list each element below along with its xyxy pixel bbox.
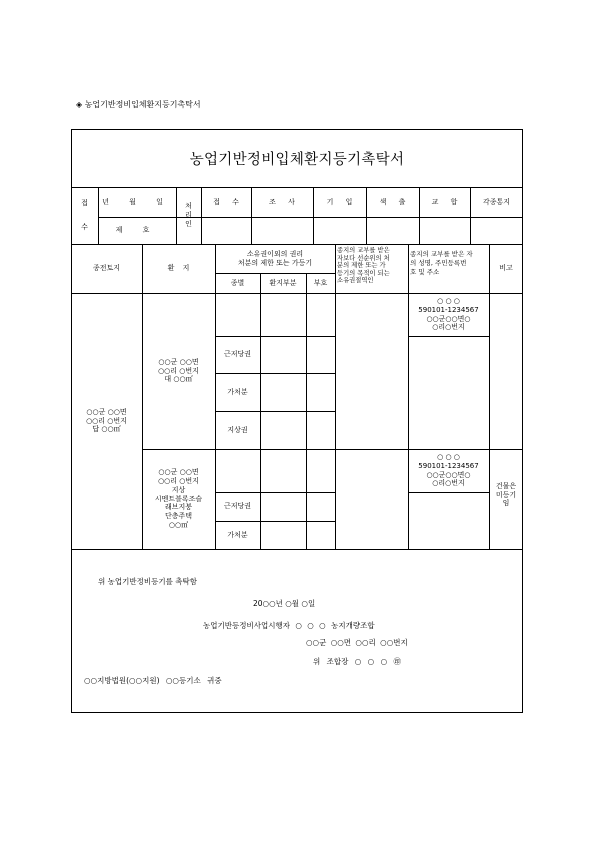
header-kind: 종별: [230, 278, 245, 287]
replot-cell-a: ○○군 ○○면 ○○리 ○번지 대 ○○㎡: [158, 357, 199, 384]
kind-a-3: 지상권: [227, 425, 248, 434]
recipient-a: ○ ○ ○ 590101-1234567 ○○군○○면○ ○리○번지: [418, 297, 479, 332]
receipt-col-5: 교 합: [431, 197, 458, 206]
header-owner-priority: 종지의 교부를 받은 자보다 선순위의 처 분의 제한 또는 가 등기의 목적이 되는 소유권절역인: [337, 247, 390, 285]
receipt-label-su: 수: [81, 222, 88, 231]
receipt-number-label: 제 호: [115, 226, 159, 235]
header-prior-land: 종전토지: [92, 264, 121, 273]
header-replot: 환 지: [167, 264, 190, 273]
receipt-col-1: 접 수: [213, 197, 239, 206]
chairman-line: 위 조합장 ○ ○ ○ ㊞: [313, 657, 402, 666]
receipt-label-jeop: 접: [81, 198, 88, 207]
remarks-b: 건물은 미등기 임: [495, 481, 517, 508]
rule-col-4: [306, 273, 307, 549]
receipt-col-3: 기 입: [326, 197, 353, 206]
header-part: 환지부분: [269, 278, 297, 287]
rule-b-recipient: [408, 492, 489, 493]
rule-col-6: [408, 244, 409, 549]
kind-b-1: 근저당권: [223, 502, 252, 511]
executor-address: ○○군 ○○면 ○○리 ○○번지: [306, 638, 408, 647]
executor-line: 농업기반등정비사업시행자 ○ ○ ○ 농지개량조합: [203, 621, 375, 630]
rule-table-bottom: [71, 549, 523, 550]
receipt-col-2: 조 사: [269, 197, 295, 206]
document-caption: ◈ 농업기반정비입체환지등기촉탁서: [76, 100, 201, 109]
header-sign: 부호: [313, 278, 328, 287]
header-recipient: 종지의 교부를 받은 자 의 성명, 주민등록번 호 및 주소: [410, 250, 473, 276]
form-title: 농업기반정비입체환지등기촉탁서: [189, 152, 405, 168]
prior-land-cell: ○○군 ○○면 ○○리 ○번지 답 ○○㎡: [86, 407, 127, 434]
request-statement: 위 농업기반정비등기를 촉탁함: [98, 577, 197, 586]
rule-a-recipient: [408, 336, 489, 337]
replot-cell-b: ○○군 ○○면 ○○리 ○번지 지상 시멘트블록조슬 래브지붕 단층주택 ○○㎡: [154, 468, 203, 529]
handler-label: 처 리 인: [185, 202, 192, 228]
rule-col-3: [260, 273, 261, 549]
receipt-col-4: 색 출: [379, 197, 406, 206]
request-date: 20○○년 ○월 ○일: [253, 599, 316, 608]
kind-a-2: 가처분: [227, 387, 248, 396]
header-remarks: 비고: [499, 264, 513, 273]
kind-b-2: 가처분: [227, 530, 248, 539]
recipient-b: ○ ○ ○ 590101-1234567 ○○군○○면○ ○리○번지: [418, 453, 479, 488]
receipt-col-6: 각종통지: [482, 197, 511, 206]
header-rights-group: 소유권이외의 권리 처분의 제한 또는 가등기: [237, 250, 313, 267]
kind-a-1: 근저당권: [223, 350, 252, 359]
receipt-date-label: 년 월 일: [102, 197, 172, 206]
court-addressee: ○○지방법원(○○지원) ○○등기소 귀중: [84, 676, 222, 685]
rule-col-5: [335, 244, 336, 549]
